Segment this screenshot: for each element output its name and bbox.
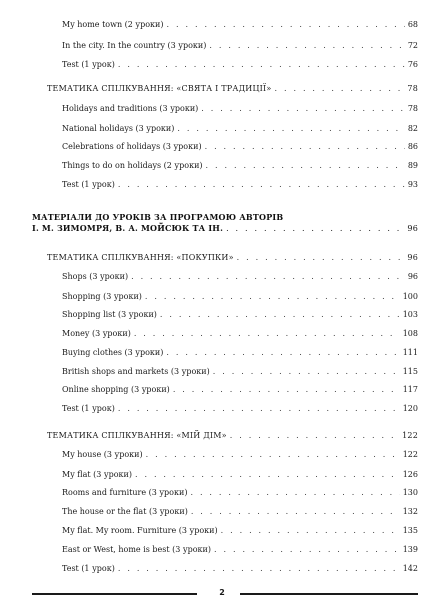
dot-leader [118,564,400,574]
toc-page-number: 122 [402,431,418,440]
toc-theme-home[interactable] [47,431,418,441]
dot-leader [173,385,400,395]
toc-entry[interactable] [62,367,418,377]
toc-entry[interactable] [62,142,418,152]
dot-leader [206,161,405,171]
toc-entry[interactable] [62,124,418,134]
section-title-line2: І. М. ЗИМОМРЯ, В. А. МОЙСЮК ТА ІН. [32,223,224,233]
toc-entry-label: British shops and markets (3 уроки) [62,367,210,376]
toc-entry[interactable] [62,564,418,574]
toc-entry-label: Test (1 урок) [62,180,115,189]
toc-entry-label: Online shopping (3 уроки) [62,385,170,394]
dot-leader [190,488,399,498]
toc-entry[interactable] [62,292,418,302]
dot-leader [237,253,405,263]
dot-leader [118,60,405,70]
toc-page-number: 130 [402,488,418,497]
dot-leader [135,470,400,480]
dot-leader [213,367,400,377]
toc-entry-label: Shopping list (3 уроки) [62,310,157,319]
toc-entry-label: My house (3 уроки) [62,450,143,459]
page-footer [32,588,418,600]
toc-entry-label: Money (3 уроки) [62,329,131,338]
section-title-line2-row [32,223,418,234]
toc-page-number: 89 [407,161,418,170]
toc-entry[interactable] [62,180,418,190]
toc-entry-label: Test (1 урок) [62,564,115,573]
toc-entry[interactable] [62,161,418,171]
toc-entry-label: Rooms and furniture (3 уроки) [62,488,188,497]
dot-leader [145,292,400,302]
dot-leader [274,84,404,94]
toc-entry[interactable] [62,41,418,51]
toc-entry[interactable] [62,488,418,498]
toc-page-number: 82 [407,124,418,133]
toc-theme-label: ТЕМАТИКА СПІЛКУВАННЯ: «МІЙ ДІМ» [47,431,227,440]
toc-page-number: 86 [407,142,418,151]
dot-leader [167,20,405,30]
toc-entry[interactable] [62,385,418,395]
toc-entry[interactable] [62,60,418,70]
toc-entry-label: The house or the flat (3 уроки) [62,507,188,516]
toc-entry-label: My flat. My room. Furniture (3 уроки) [62,526,218,535]
toc-entry-label: Shopping (3 уроки) [62,292,142,301]
toc-entry-label: Shops (3 уроки) [62,272,129,281]
toc-entry-label: In the city. In the country (3 уроки) [62,41,207,50]
toc-theme-shopping[interactable] [47,253,418,263]
toc-entry-label: Test (1 урок) [62,404,115,413]
toc-page-number: 68 [407,20,418,29]
toc-page-number: 96 [407,224,418,233]
toc-entry[interactable] [62,272,418,282]
toc-theme-holidays[interactable] [47,84,418,94]
toc-page-number: 93 [407,180,418,189]
toc-entry[interactable] [62,404,418,414]
toc-entry[interactable] [62,329,418,339]
dot-leader [177,124,404,134]
toc-entry[interactable] [62,310,418,320]
dot-leader [160,310,400,320]
toc-entry-label: Celebrations of holidays (3 уроки) [62,142,202,151]
toc-entry-label: Test (1 урок) [62,60,115,69]
section-title-line1: МАТЕРІАЛИ ДО УРОКІВ ЗА ПРОГРАМОЮ АВТОРІВ [32,212,284,222]
toc-page-number: 115 [402,367,418,376]
dot-leader [230,431,399,441]
toc-entry-label: Buying clothes (3 уроки) [62,348,164,357]
toc-page-number: 96 [407,253,418,262]
dot-leader [205,142,405,152]
toc-page-number: 120 [402,404,418,413]
toc-entry[interactable] [62,545,418,555]
dot-leader [209,41,404,51]
toc-page-number: 135 [402,526,418,535]
toc-entry[interactable] [62,470,418,480]
toc-entry-label: East or West, home is best (3 уроки) [62,545,211,554]
toc-page-number: 117 [402,385,418,394]
toc-theme-label: ТЕМАТИКА СПІЛКУВАННЯ: «ПОКУПКИ» [47,253,234,262]
toc-entry-label: Holidays and traditions (3 уроки) [62,104,199,113]
toc-entry[interactable] [62,526,418,536]
dot-leader [191,507,400,517]
dot-leader [118,404,400,414]
dot-leader [131,272,405,282]
toc-entry[interactable] [62,507,418,517]
dot-leader [214,545,400,555]
toc-page-number: 111 [402,348,418,357]
toc-page-number: 78 [407,84,418,93]
toc-entry[interactable] [62,348,418,358]
toc-entry[interactable] [62,450,418,460]
toc-section-title[interactable] [32,212,418,234]
dot-leader [201,104,405,114]
footer-rule-left [32,593,197,595]
toc-entry-label: Things to do on holidays (2 уроки) [62,161,203,170]
toc-page-number: 142 [402,564,418,573]
toc-page-number: 72 [407,41,418,50]
toc-entry[interactable] [62,104,418,114]
dot-leader [146,450,400,460]
toc-entry-label: My home town (2 уроки) [62,20,164,29]
toc-page-number: 126 [402,470,418,479]
dot-leader [166,348,399,358]
dot-leader [226,223,404,234]
dot-leader [134,329,400,339]
toc-page-number: 78 [407,104,418,113]
toc-page-number: 122 [402,450,418,459]
dot-leader [221,526,400,536]
toc-entry-label: National holidays (3 уроки) [62,124,175,133]
toc-entry-label: My flat (3 уроки) [62,470,132,479]
footer-rule-right [240,593,418,595]
toc-page-number: 96 [407,272,418,281]
toc-page-number: 103 [402,310,418,319]
toc-page-number: 139 [402,545,418,554]
toc-page-number: 108 [402,329,418,338]
toc-page-number: 100 [402,292,418,301]
toc-theme-label: ТЕМАТИКА СПІЛКУВАННЯ: «СВЯТА І ТРАДИЦІЇ» [47,84,272,93]
toc-page-number: 132 [402,507,418,516]
toc-entry[interactable] [62,20,418,30]
page-number: 2 [219,588,225,597]
toc-page-number: 76 [407,60,418,69]
dot-leader [118,180,405,190]
